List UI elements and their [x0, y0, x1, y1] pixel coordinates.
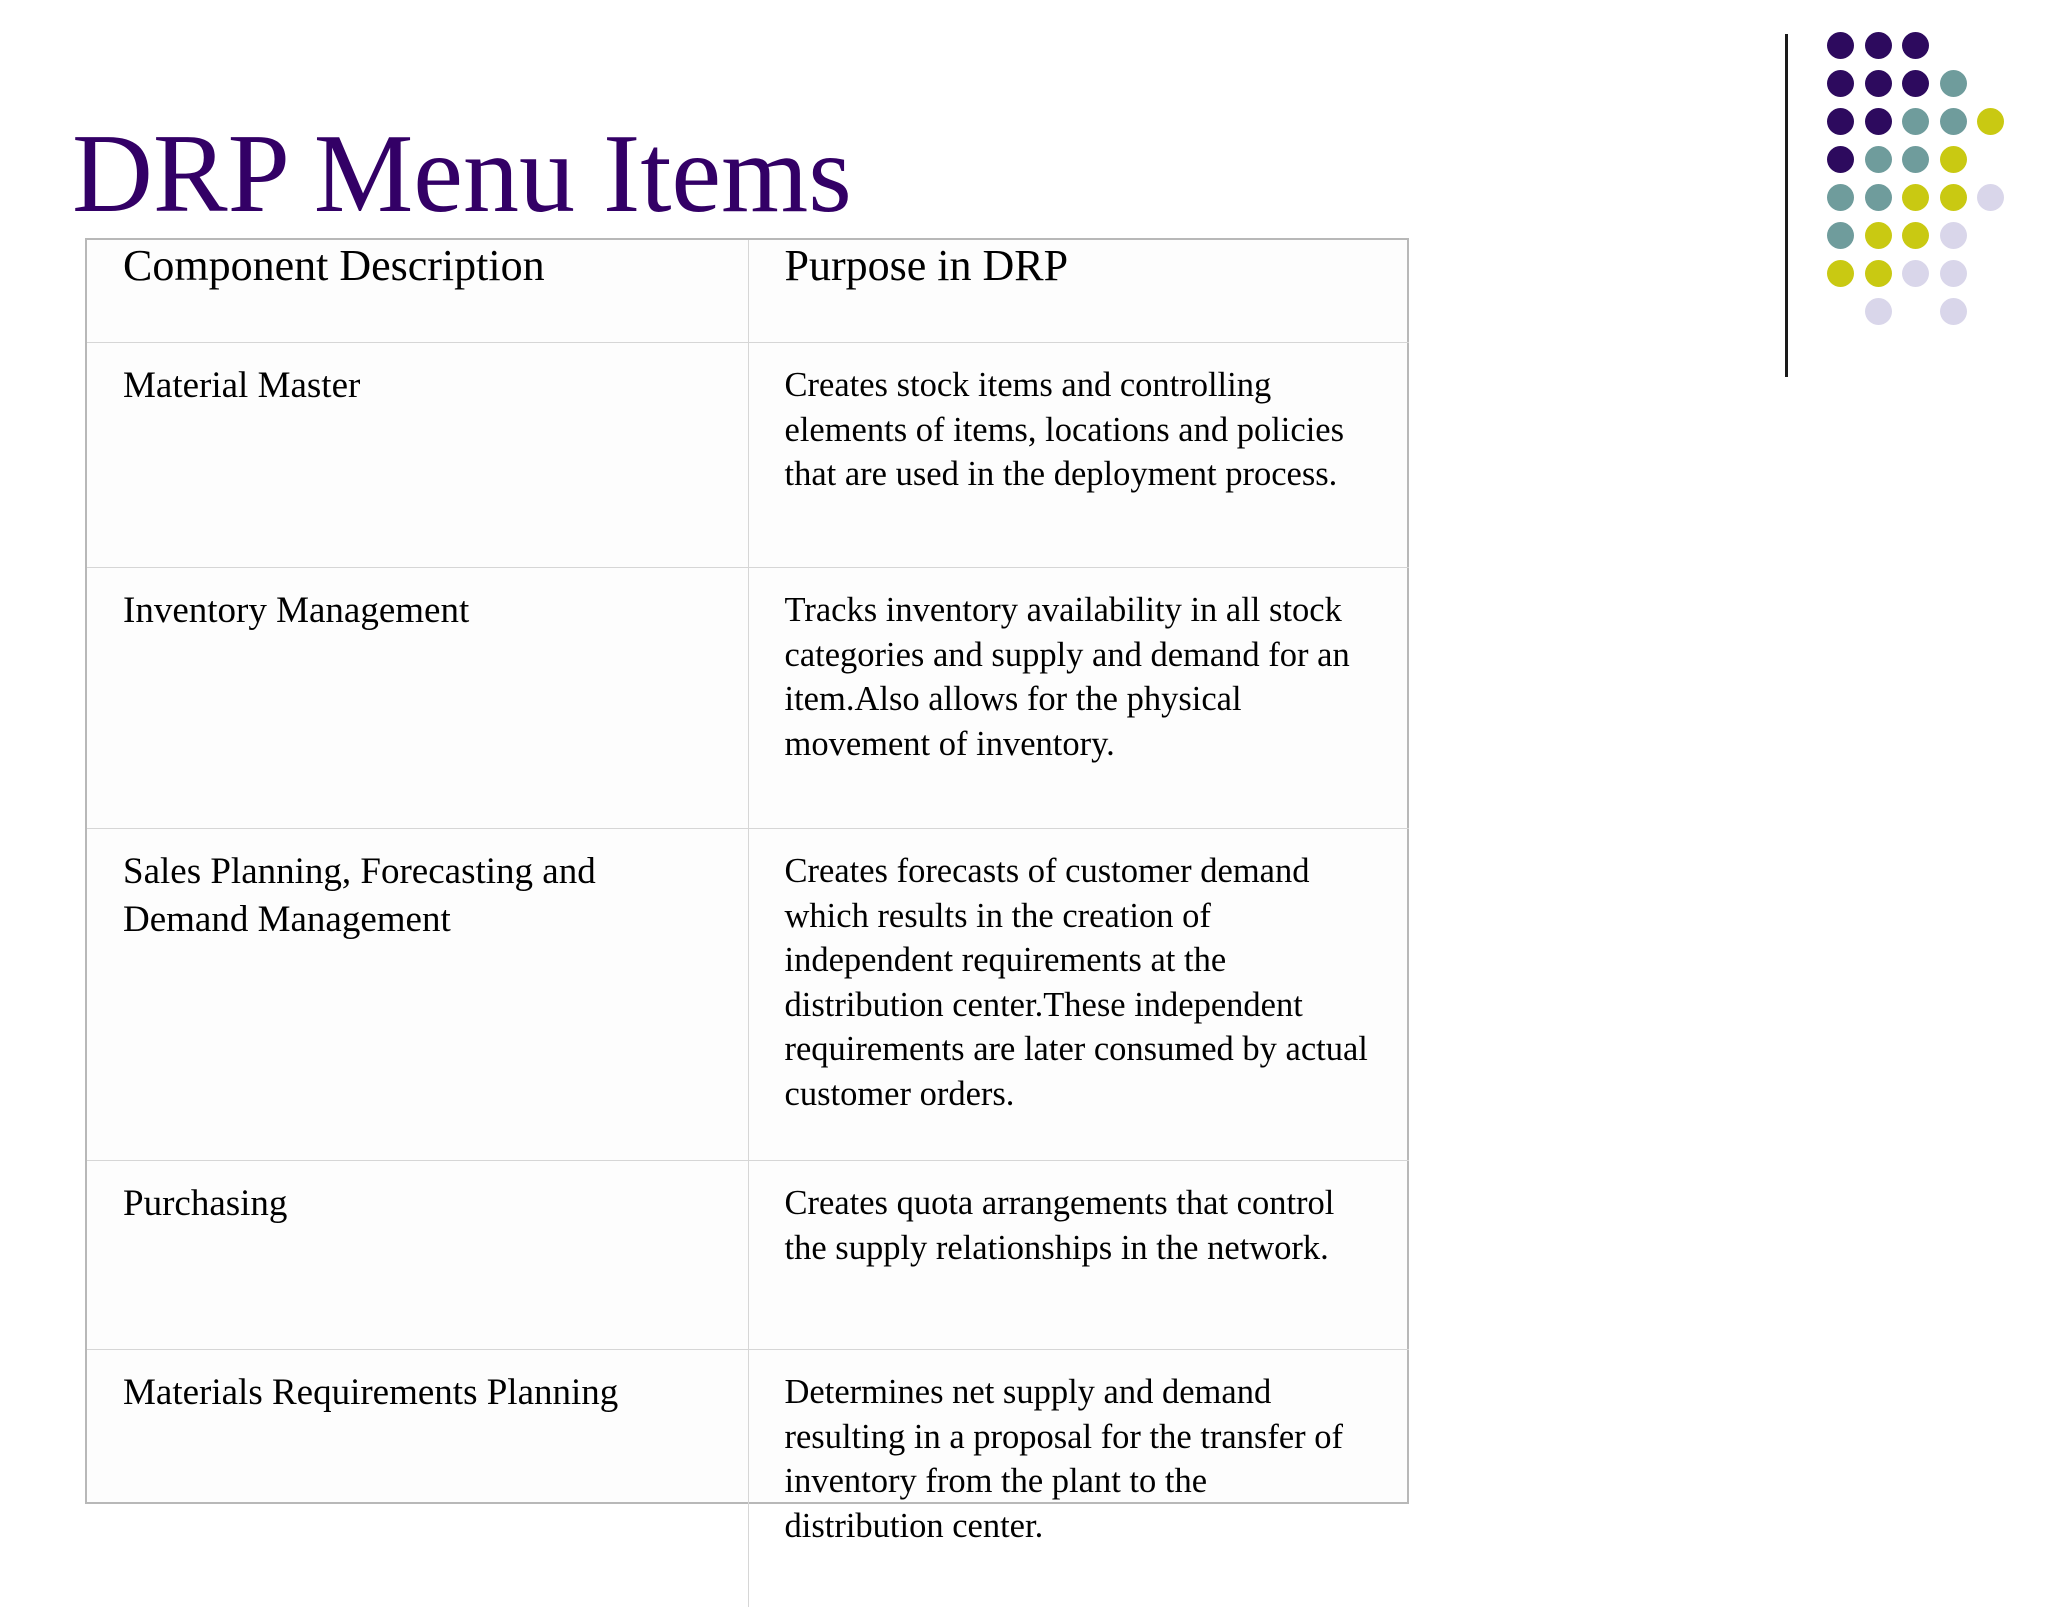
table-row [87, 829, 1409, 1161]
component-cell: Inventory Management [87, 568, 748, 829]
component-cell: Purchasing [87, 1161, 748, 1350]
decor-dot [1827, 222, 1854, 249]
decor-dot [1977, 108, 2004, 135]
decor-dot [1865, 146, 1892, 173]
decor-dot [1902, 108, 1929, 135]
decor-dot [1827, 260, 1854, 287]
table-row [87, 568, 1409, 829]
decor-dot [1865, 184, 1892, 211]
decor-dot [1902, 184, 1929, 211]
decor-dot [1940, 108, 1967, 135]
drp-menu-items-table [87, 240, 1409, 1607]
decor-dot [1902, 146, 1929, 173]
decor-dot [1940, 222, 1967, 249]
decor-dot [1940, 184, 1967, 211]
purpose-cell: Creates forecasts of customer demand which results in the creation of independent requirements at the distribution center.These independent requirements are later consumed by actual customer orders. [748, 829, 1409, 1161]
purpose-cell: Determines net supply and demand resulting in a proposal for the transfer of inventory from the plant to the distribution center. [748, 1350, 1409, 1607]
decor-dot [1940, 298, 1967, 325]
component-cell: Sales Planning, Forecasting and Demand Management [87, 829, 748, 1161]
decor-dot [1827, 184, 1854, 211]
decor-dot [1865, 108, 1892, 135]
decor-dot [1977, 184, 2004, 211]
decor-dot [1865, 260, 1892, 287]
decor-dot [1865, 70, 1892, 97]
decor-dot [1865, 222, 1892, 249]
table-row [87, 1161, 1409, 1350]
decor-dot [1865, 298, 1892, 325]
decor-dot [1827, 32, 1854, 59]
decor-dot [1827, 146, 1854, 173]
decor-dot [1902, 222, 1929, 249]
slide-title: DRP Menu Items [72, 118, 852, 230]
table-row [87, 1350, 1409, 1607]
decor-dot [1902, 32, 1929, 59]
decor-dot [1940, 260, 1967, 287]
vertical-divider [1785, 34, 1788, 377]
purpose-cell: Tracks inventory availability in all stock categories and supply and demand for an item.Also allows for the physical movement of inventory. [748, 568, 1409, 829]
component-cell: Material Master [87, 343, 748, 568]
decorative-dot-grid [1827, 32, 2035, 332]
component-cell: Materials Requirements Planning [87, 1350, 748, 1607]
drp-table-container [85, 238, 1409, 1504]
decor-dot [1902, 260, 1929, 287]
purpose-cell: Creates stock items and controlling elements of items, locations and policies that are used in the deployment process. [748, 343, 1409, 568]
table-header-row [87, 240, 1409, 343]
header-purpose-in-drp: Purpose in DRP [748, 240, 1409, 343]
decor-dot [1940, 70, 1967, 97]
decor-dot [1865, 32, 1892, 59]
decor-dot [1940, 146, 1967, 173]
header-component-description: Component Description [87, 240, 748, 343]
decor-dot [1827, 70, 1854, 97]
decor-dot [1827, 108, 1854, 135]
table-row [87, 343, 1409, 568]
purpose-cell: Creates quota arrangements that control the supply relationships in the network. [748, 1161, 1409, 1350]
decor-dot [1902, 70, 1929, 97]
